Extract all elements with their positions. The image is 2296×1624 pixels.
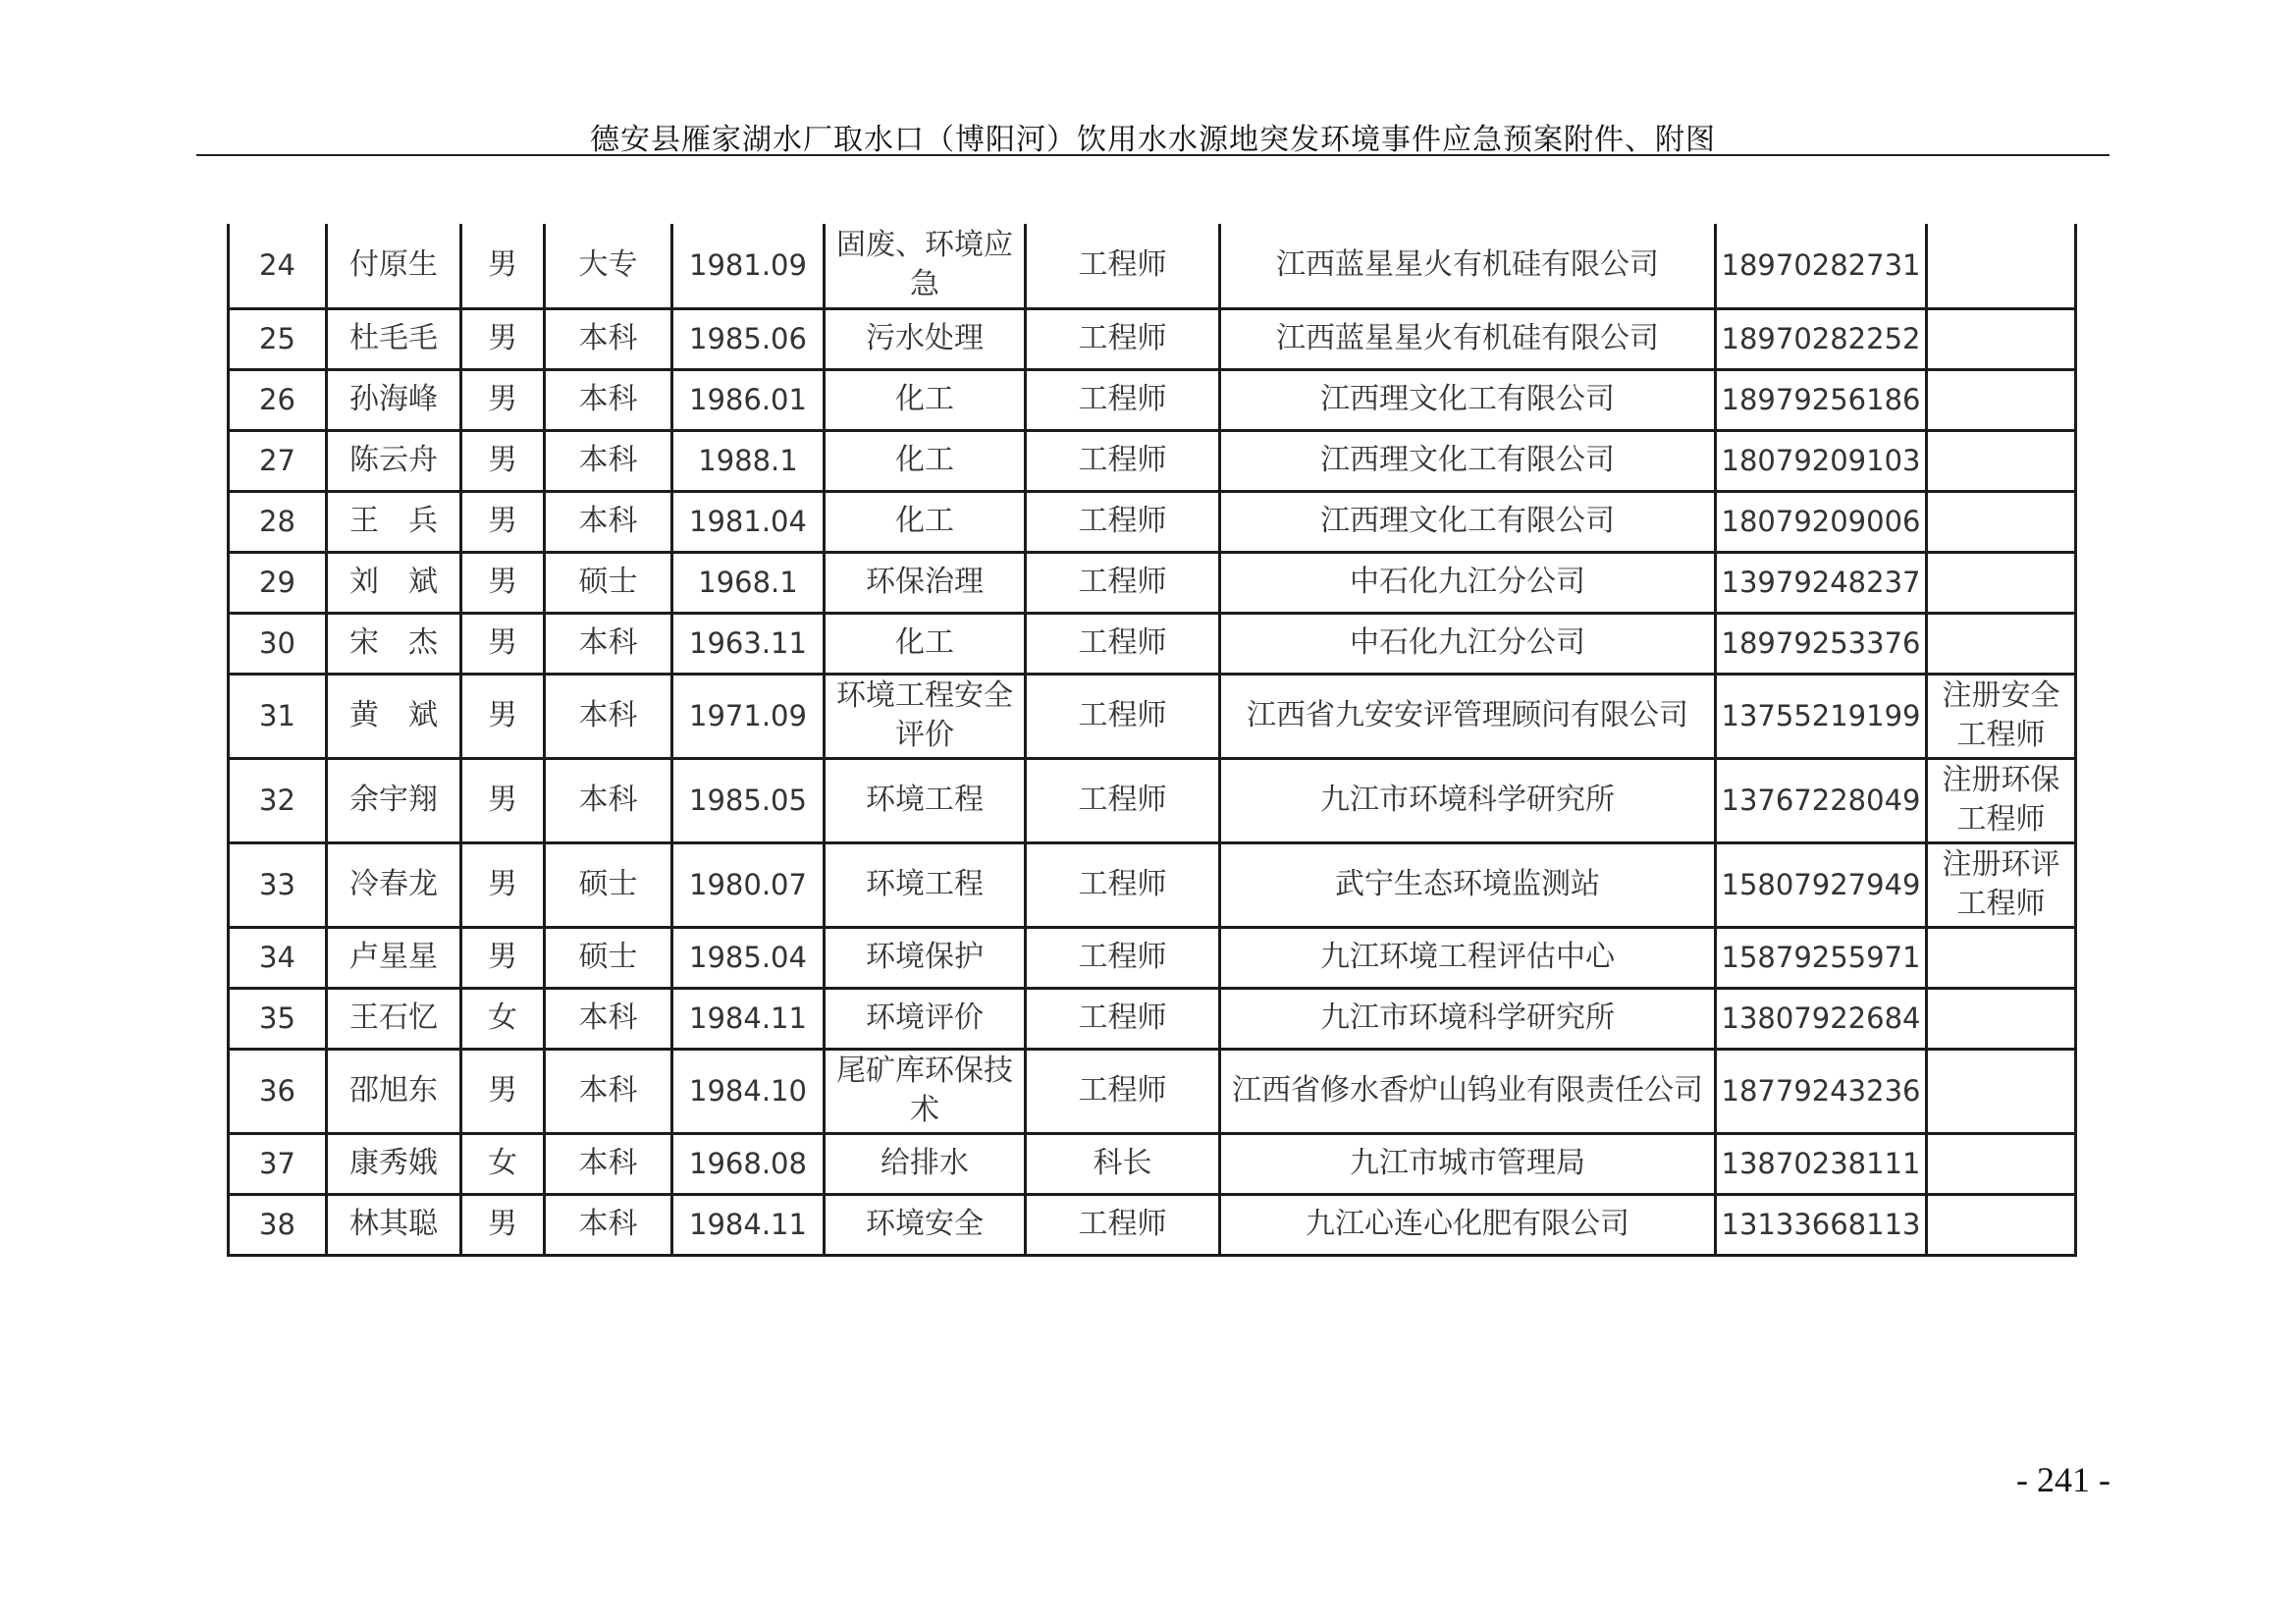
cell-gender: 男 (461, 758, 545, 842)
cell-gender: 男 (461, 674, 545, 758)
cell-phone: 15807927949 (1716, 842, 1927, 927)
cell-education: 本科 (545, 988, 672, 1049)
cell-serial-number: 32 (229, 758, 327, 842)
cell-name: 陈云舟 (327, 430, 461, 491)
cell-gender: 男 (461, 430, 545, 491)
cell-serial-number: 36 (229, 1049, 327, 1133)
cell-serial-number: 35 (229, 988, 327, 1049)
document-header-title: 德安县雁家湖水厂取水口（博阳河）饮用水水源地突发环境事件应急预案附件、附图 (590, 123, 1716, 157)
cell-education: 本科 (545, 308, 672, 369)
cell-employer: 九江环境工程评估中心 (1220, 927, 1716, 988)
cell-name: 宋 杰 (327, 613, 461, 674)
cell-birth-date: 1984.11 (672, 988, 825, 1049)
cell-specialty: 化工 (825, 491, 1026, 552)
cell-gender: 男 (461, 1194, 545, 1255)
cell-phone: 13133668113 (1716, 1194, 1927, 1255)
cell-specialty: 环境安全 (825, 1194, 1026, 1255)
cell-gender: 女 (461, 1133, 545, 1194)
cell-job-title: 科长 (1026, 1133, 1220, 1194)
cell-serial-number: 31 (229, 674, 327, 758)
cell-serial-number: 26 (229, 369, 327, 430)
cell-phone: 15879255971 (1716, 927, 1927, 988)
cell-specialty: 环境评价 (825, 988, 1026, 1049)
cell-employer: 武宁生态环境监测站 (1220, 842, 1716, 927)
cell-job-title: 工程师 (1026, 552, 1220, 613)
cell-education: 本科 (545, 758, 672, 842)
cell-education: 本科 (545, 491, 672, 552)
cell-serial-number: 25 (229, 308, 327, 369)
cell-phone: 13979248237 (1716, 552, 1927, 613)
cell-birth-date: 1971.09 (672, 674, 825, 758)
cell-education: 本科 (545, 1049, 672, 1133)
cell-job-title: 工程师 (1026, 988, 1220, 1049)
cell-name: 冷春龙 (327, 842, 461, 927)
cell-employer: 江西蓝星星火有机硅有限公司 (1220, 224, 1716, 308)
cell-specialty: 环境工程 (825, 842, 1026, 927)
cell-education: 大专 (545, 224, 672, 308)
cell-employer: 江西理文化工有限公司 (1220, 491, 1716, 552)
table-row (229, 224, 2076, 308)
cell-employer: 中石化九江分公司 (1220, 613, 1716, 674)
cell-education: 本科 (545, 674, 672, 758)
cell-gender: 男 (461, 927, 545, 988)
cell-name: 卢星星 (327, 927, 461, 988)
table-row (229, 1133, 2076, 1194)
cell-serial-number: 27 (229, 430, 327, 491)
cell-birth-date: 1984.11 (672, 1194, 825, 1255)
table-row (229, 308, 2076, 369)
cell-gender: 男 (461, 308, 545, 369)
cell-birth-date: 1988.1 (672, 430, 825, 491)
cell-name: 付原生 (327, 224, 461, 308)
cell-specialty: 固废、环境应急 (825, 224, 1026, 308)
cell-employer: 江西省九安安评管理顾问有限公司 (1220, 674, 1716, 758)
cell-education: 硕士 (545, 842, 672, 927)
cell-serial-number: 33 (229, 842, 327, 927)
cell-remark (1927, 224, 2076, 308)
cell-name: 林其聪 (327, 1194, 461, 1255)
cell-name: 王 兵 (327, 491, 461, 552)
roster-body (229, 224, 2076, 1255)
table-row (229, 988, 2076, 1049)
cell-job-title: 工程师 (1026, 369, 1220, 430)
cell-serial-number: 29 (229, 552, 327, 613)
cell-job-title: 工程师 (1026, 430, 1220, 491)
cell-remark (1927, 1049, 2076, 1133)
cell-phone: 18079209006 (1716, 491, 1927, 552)
cell-employer: 江西理文化工有限公司 (1220, 430, 1716, 491)
table-row (229, 927, 2076, 988)
cell-phone: 18779243236 (1716, 1049, 1927, 1133)
cell-phone: 18970282731 (1716, 224, 1927, 308)
cell-remark: 注册环保工程师 (1927, 758, 2076, 842)
cell-specialty: 化工 (825, 613, 1026, 674)
cell-phone: 13767228049 (1716, 758, 1927, 842)
table-row (229, 369, 2076, 430)
table-row (229, 1194, 2076, 1255)
cell-phone: 18970282252 (1716, 308, 1927, 369)
table-row (229, 674, 2076, 758)
cell-specialty: 环境工程安全评价 (825, 674, 1026, 758)
cell-remark (1927, 988, 2076, 1049)
cell-specialty: 环境工程 (825, 758, 1026, 842)
cell-gender: 男 (461, 369, 545, 430)
cell-name: 邵旭东 (327, 1049, 461, 1133)
cell-birth-date: 1986.01 (672, 369, 825, 430)
cell-remark (1927, 369, 2076, 430)
cell-birth-date: 1968.08 (672, 1133, 825, 1194)
cell-birth-date: 1985.04 (672, 927, 825, 988)
cell-employer: 中石化九江分公司 (1220, 552, 1716, 613)
cell-job-title: 工程师 (1026, 224, 1220, 308)
cell-education: 本科 (545, 1194, 672, 1255)
cell-education: 硕士 (545, 552, 672, 613)
cell-education: 硕士 (545, 927, 672, 988)
cell-serial-number: 34 (229, 927, 327, 988)
cell-employer: 九江市环境科学研究所 (1220, 988, 1716, 1049)
table-row (229, 552, 2076, 613)
cell-gender: 男 (461, 224, 545, 308)
table-row (229, 1049, 2076, 1133)
cell-gender: 男 (461, 613, 545, 674)
table-row (229, 491, 2076, 552)
cell-phone: 18979256186 (1716, 369, 1927, 430)
cell-job-title: 工程师 (1026, 1194, 1220, 1255)
cell-employer: 九江市环境科学研究所 (1220, 758, 1716, 842)
expert-roster-table (227, 224, 2077, 1257)
cell-birth-date: 1985.06 (672, 308, 825, 369)
cell-specialty: 化工 (825, 430, 1026, 491)
cell-gender: 男 (461, 1049, 545, 1133)
header-rule (196, 154, 2109, 156)
cell-gender: 男 (461, 842, 545, 927)
cell-phone: 13755219199 (1716, 674, 1927, 758)
cell-name: 王石忆 (327, 988, 461, 1049)
cell-phone: 13870238111 (1716, 1133, 1927, 1194)
table-row (229, 842, 2076, 927)
cell-remark (1927, 491, 2076, 552)
cell-employer: 江西省修水香炉山钨业有限责任公司 (1220, 1049, 1716, 1133)
cell-gender: 女 (461, 988, 545, 1049)
cell-gender: 男 (461, 491, 545, 552)
cell-serial-number: 30 (229, 613, 327, 674)
cell-employer: 九江市城市管理局 (1220, 1133, 1716, 1194)
cell-remark (1927, 430, 2076, 491)
cell-name: 孙海峰 (327, 369, 461, 430)
cell-education: 本科 (545, 1133, 672, 1194)
cell-remark (1927, 613, 2076, 674)
cell-specialty: 化工 (825, 369, 1026, 430)
table-row (229, 430, 2076, 491)
cell-job-title: 工程师 (1026, 674, 1220, 758)
cell-birth-date: 1963.11 (672, 613, 825, 674)
cell-remark (1927, 927, 2076, 988)
cell-specialty: 环境保护 (825, 927, 1026, 988)
cell-job-title: 工程师 (1026, 842, 1220, 927)
cell-serial-number: 38 (229, 1194, 327, 1255)
cell-name: 余宇翔 (327, 758, 461, 842)
cell-education: 本科 (545, 430, 672, 491)
table-row (229, 758, 2076, 842)
cell-specialty: 环保治理 (825, 552, 1026, 613)
cell-name: 杜毛毛 (327, 308, 461, 369)
cell-name: 黄 斌 (327, 674, 461, 758)
page-number: - 241 - (2016, 1460, 2110, 1499)
cell-birth-date: 1985.05 (672, 758, 825, 842)
cell-phone: 18079209103 (1716, 430, 1927, 491)
cell-job-title: 工程师 (1026, 927, 1220, 988)
cell-job-title: 工程师 (1026, 758, 1220, 842)
table-row (229, 613, 2076, 674)
cell-employer: 九江心连心化肥有限公司 (1220, 1194, 1716, 1255)
cell-gender: 男 (461, 552, 545, 613)
cell-remark: 注册安全工程师 (1927, 674, 2076, 758)
cell-serial-number: 24 (229, 224, 327, 308)
cell-job-title: 工程师 (1026, 1049, 1220, 1133)
cell-phone: 13807922684 (1716, 988, 1927, 1049)
cell-serial-number: 37 (229, 1133, 327, 1194)
cell-name: 康秀娥 (327, 1133, 461, 1194)
cell-job-title: 工程师 (1026, 613, 1220, 674)
cell-education: 本科 (545, 613, 672, 674)
cell-remark: 注册环评工程师 (1927, 842, 2076, 927)
cell-job-title: 工程师 (1026, 308, 1220, 369)
cell-serial-number: 28 (229, 491, 327, 552)
cell-remark (1927, 1194, 2076, 1255)
cell-employer: 江西蓝星星火有机硅有限公司 (1220, 308, 1716, 369)
cell-specialty: 尾矿库环保技术 (825, 1049, 1026, 1133)
cell-specialty: 给排水 (825, 1133, 1026, 1194)
cell-birth-date: 1968.1 (672, 552, 825, 613)
cell-birth-date: 1981.09 (672, 224, 825, 308)
cell-employer: 江西理文化工有限公司 (1220, 369, 1716, 430)
cell-education: 本科 (545, 369, 672, 430)
cell-specialty: 污水处理 (825, 308, 1026, 369)
cell-birth-date: 1980.07 (672, 842, 825, 927)
cell-birth-date: 1984.10 (672, 1049, 825, 1133)
cell-birth-date: 1981.04 (672, 491, 825, 552)
cell-job-title: 工程师 (1026, 491, 1220, 552)
cell-remark (1927, 552, 2076, 613)
cell-remark (1927, 1133, 2076, 1194)
cell-phone: 18979253376 (1716, 613, 1927, 674)
cell-name: 刘 斌 (327, 552, 461, 613)
cell-remark (1927, 308, 2076, 369)
